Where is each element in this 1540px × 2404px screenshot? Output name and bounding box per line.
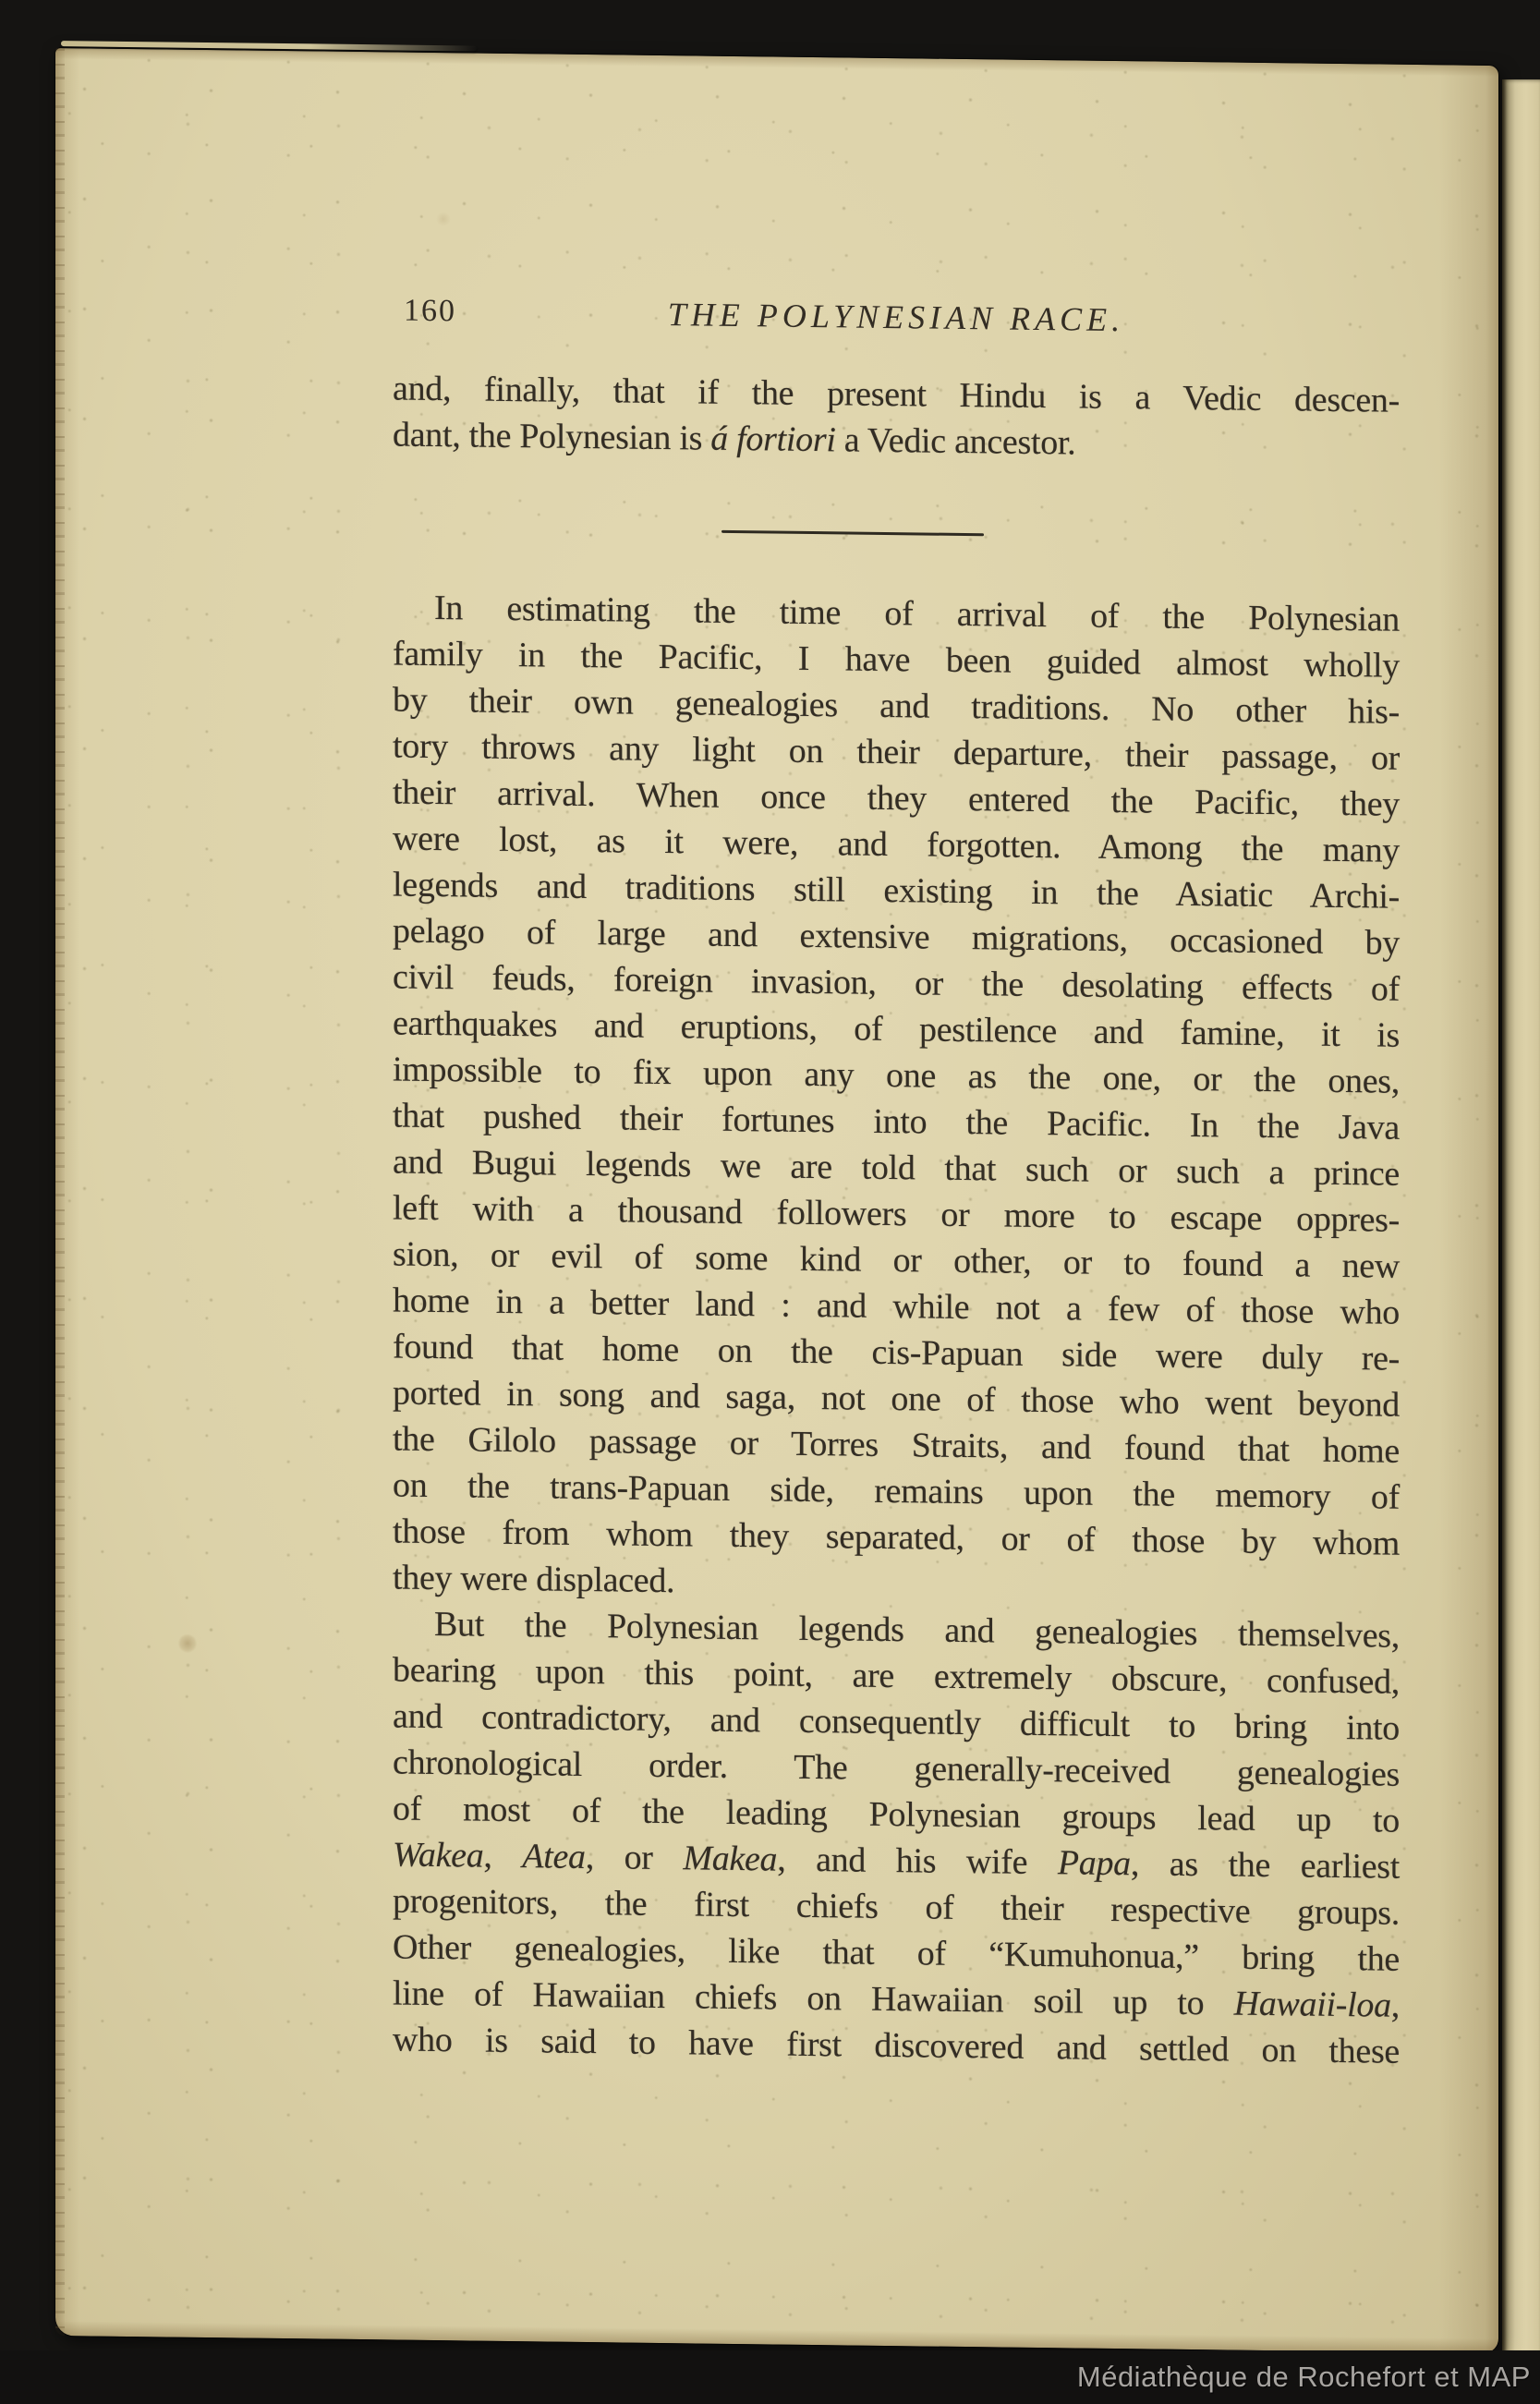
- text-line: they were displaced.: [393, 1558, 675, 1601]
- text-line: their arrival. When once they entered the Pacific, they: [393, 772, 1400, 824]
- text-line: left with a thousand followers or more to escape oppres-: [393, 1188, 1400, 1240]
- text-line: progenitors, the first chiefs of their respective groups.: [393, 1881, 1400, 1933]
- text-line: Wakea, Atea, or Makea, and his wife Papa, as the earliest: [393, 1835, 1401, 1887]
- text-line: Other genealogies, like that of “Kumuhonua,” bring the: [393, 1927, 1400, 1979]
- text-line: that pushed their fortunes into the Pacific. In the Java: [393, 1096, 1400, 1147]
- page-number: 160: [404, 293, 456, 329]
- text-line: line of Hawaiian chiefs on Hawaiian soil up to Hawaii-loa,: [393, 1973, 1400, 2025]
- book-page: [55, 48, 1498, 2353]
- text-line: dant, the Polynesian is á fortiori a Vedic ancestor.: [393, 415, 1076, 463]
- text-line: and, finally, that if the present Hindu is a Vedic descen-: [393, 369, 1400, 420]
- text-line: In estimating the time of arrival of the Polynesian: [434, 589, 1400, 639]
- text-line: chronological order. The generally-received genealogies: [393, 1742, 1400, 1794]
- text-line: were lost, as it were, and forgotten. Among the many: [393, 819, 1400, 870]
- text-column: [393, 288, 1400, 2074]
- text-line: by their own genealogies and traditions. No other his-: [393, 680, 1400, 732]
- body-text: [393, 365, 1400, 2074]
- text-line: earthquakes and eruptions, of pestilence and famine, it is: [393, 1003, 1400, 1055]
- text-line: civil feuds, foreign invasion, or the desolating effects of: [393, 957, 1400, 1009]
- text-line: who is said to have first discovered and settled on these: [393, 2020, 1400, 2071]
- paragraph: [393, 1600, 1400, 2074]
- section-rule: [721, 530, 984, 536]
- watermark-bar: [0, 2350, 1540, 2404]
- text-line: home in a better land : and while not a few of those who: [393, 1281, 1400, 1332]
- stacked-pages-edge: [61, 41, 477, 51]
- text-line: But the Polynesian legends and genealogies themselves,: [434, 1605, 1400, 1656]
- text-line: legends and traditions still existing in the Asiatic Archi-: [393, 865, 1400, 917]
- text-line: on the trans-Papuan side, remains upon the memory of: [393, 1465, 1400, 1517]
- adjacent-page-edge: [1502, 79, 1540, 2365]
- text-line: sion, or evil of some kind or other, or to found a new: [393, 1234, 1400, 1286]
- page-deckle-edge: [55, 48, 65, 2336]
- text-line: those from whom they separated, or of those by whom: [393, 1512, 1400, 1563]
- text-line: and Bugui legends we are told that such or such a prince: [393, 1142, 1400, 1194]
- watermark-text: Médiathèque de Rochefort et MAP: [1076, 2361, 1531, 2393]
- text-line: the Gilolo passage or Torres Straits, and found that home: [393, 1419, 1400, 1471]
- running-head: [393, 288, 1400, 345]
- text-line: tory throws any light on their departure, their passage, or: [393, 726, 1400, 778]
- text-line: ported in song and saga, not one of those who went beyond: [393, 1373, 1400, 1425]
- paragraph: [393, 365, 1400, 469]
- text-line: of most of the leading Polynesian groups lead up to: [393, 1789, 1400, 1840]
- text-line: family in the Pacific, I have been guided almost wholly: [393, 634, 1400, 686]
- text-line: found that home on the cis-Papuan side were duly re-: [393, 1327, 1400, 1378]
- running-title: THE POLYNESIAN RACE.: [667, 296, 1125, 339]
- text-line: impossible to fix upon any one as the one, or the ones,: [393, 1050, 1400, 1101]
- text-line: bearing upon this point, are extremely obscure, confused,: [393, 1650, 1400, 1702]
- text-line: pelago of large and extensive migrations, occasioned by: [393, 911, 1400, 963]
- paragraph: [393, 584, 1400, 1612]
- text-line: and contradictory, and consequently difficult to bring into: [393, 1696, 1400, 1748]
